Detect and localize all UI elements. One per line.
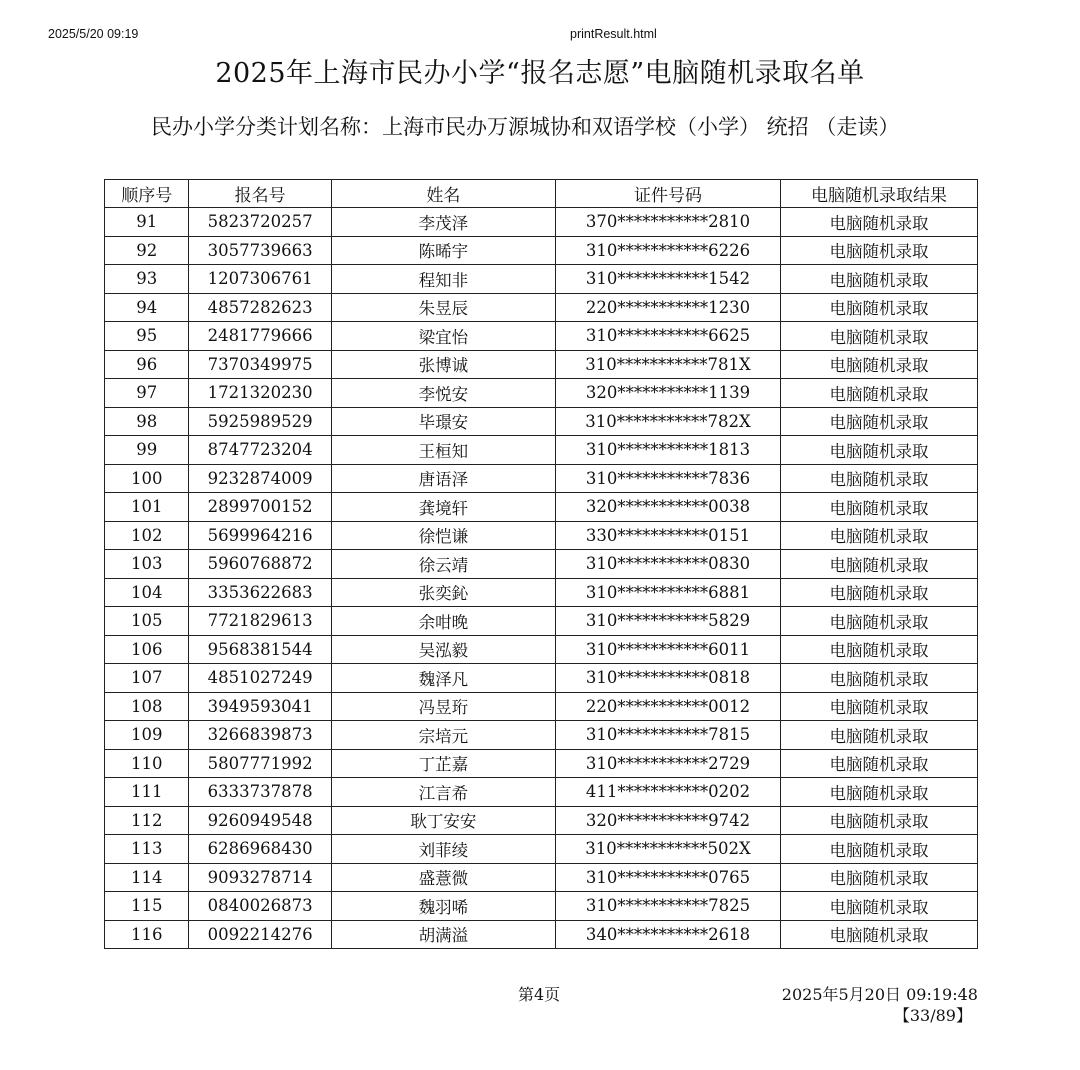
seq-cell: 103 — [105, 550, 189, 579]
table-row — [105, 436, 978, 465]
name-cell: 程知非 — [331, 265, 555, 294]
reg-no-cell: 5960768872 — [189, 550, 331, 579]
reg-no-cell: 0840026873 — [189, 892, 331, 921]
name-cell: 徐云靖 — [331, 550, 555, 579]
name-cell: 李茂泽 — [331, 208, 555, 237]
name-cell: 魏泽凡 — [331, 664, 555, 693]
seq-cell: 111 — [105, 778, 189, 807]
table-row — [105, 863, 978, 892]
seq-cell: 92 — [105, 236, 189, 265]
id-no-cell: 310***********7815 — [556, 721, 781, 750]
seq-cell: 112 — [105, 806, 189, 835]
result-cell: 电脑随机录取 — [781, 407, 978, 436]
name-cell: 李悦安 — [331, 379, 555, 408]
id-no-cell: 330***********0151 — [556, 521, 781, 550]
reg-no-cell: 4857282623 — [189, 293, 331, 322]
reg-no-cell: 5925989529 — [189, 407, 331, 436]
table-row — [105, 692, 978, 721]
name-cell: 胡满溢 — [331, 920, 555, 949]
id-no-cell: 310***********781X — [556, 350, 781, 379]
seq-cell: 114 — [105, 863, 189, 892]
plan-name: 民办小学分类计划名称：上海市民办万源城协和双语学校（小学） 统招 （走读） — [151, 115, 900, 139]
reg-no-cell: 2481779666 — [189, 322, 331, 351]
id-no-cell: 310***********502X — [556, 835, 781, 864]
column-header-id-no: 证件号码 — [556, 180, 781, 208]
name-cell: 宗培元 — [331, 721, 555, 750]
reg-no-cell: 9232874009 — [189, 464, 331, 493]
seq-cell: 95 — [105, 322, 189, 351]
seq-cell: 110 — [105, 749, 189, 778]
table-row — [105, 721, 978, 750]
table-row — [105, 664, 978, 693]
reg-no-cell: 7370349975 — [189, 350, 331, 379]
name-cell: 龚境轩 — [331, 493, 555, 522]
reg-no-cell: 4851027249 — [189, 664, 331, 693]
id-no-cell: 320***********0038 — [556, 493, 781, 522]
column-header-result: 电脑随机录取结果 — [781, 180, 978, 208]
reg-no-cell: 6333737878 — [189, 778, 331, 807]
name-cell: 王桓知 — [331, 436, 555, 465]
name-cell: 陈晞宇 — [331, 236, 555, 265]
seq-cell: 93 — [105, 265, 189, 294]
seq-cell: 102 — [105, 521, 189, 550]
result-cell: 电脑随机录取 — [781, 350, 978, 379]
seq-cell: 113 — [105, 835, 189, 864]
column-header-reg-no: 报名号 — [189, 180, 331, 208]
id-no-cell: 370***********2810 — [556, 208, 781, 237]
table-row — [105, 607, 978, 636]
result-cell: 电脑随机录取 — [781, 892, 978, 921]
name-cell: 张奕鈊 — [331, 578, 555, 607]
name-cell: 朱昱辰 — [331, 293, 555, 322]
result-cell: 电脑随机录取 — [781, 293, 978, 322]
seq-cell: 105 — [105, 607, 189, 636]
id-no-cell: 220***********0012 — [556, 692, 781, 721]
id-no-cell: 310***********782X — [556, 407, 781, 436]
name-cell: 吴泓毅 — [331, 635, 555, 664]
table-row — [105, 835, 978, 864]
id-no-cell: 220***********1230 — [556, 293, 781, 322]
id-no-cell: 310***********0830 — [556, 550, 781, 579]
page-number: 第4页 — [518, 985, 561, 1004]
seq-cell: 116 — [105, 920, 189, 949]
table-row — [105, 806, 978, 835]
reg-no-cell: 9260949548 — [189, 806, 331, 835]
seq-cell: 101 — [105, 493, 189, 522]
page-count: 【33/89】 — [893, 1006, 972, 1025]
table-row — [105, 550, 978, 579]
reg-no-cell: 6286968430 — [189, 835, 331, 864]
id-no-cell: 310***********1813 — [556, 436, 781, 465]
table-row — [105, 208, 978, 237]
result-cell: 电脑随机录取 — [781, 436, 978, 465]
name-cell: 丁芷嘉 — [331, 749, 555, 778]
result-cell: 电脑随机录取 — [781, 322, 978, 351]
seq-cell: 100 — [105, 464, 189, 493]
id-no-cell: 320***********1139 — [556, 379, 781, 408]
seq-cell: 107 — [105, 664, 189, 693]
table-row — [105, 265, 978, 294]
result-cell: 电脑随机录取 — [781, 635, 978, 664]
result-cell: 电脑随机录取 — [781, 493, 978, 522]
table-row — [105, 293, 978, 322]
id-no-cell: 310***********6226 — [556, 236, 781, 265]
result-cell: 电脑随机录取 — [781, 379, 978, 408]
table-row — [105, 920, 978, 949]
seq-cell: 115 — [105, 892, 189, 921]
seq-cell: 104 — [105, 578, 189, 607]
result-cell: 电脑随机录取 — [781, 265, 978, 294]
print-filename: printResult.html — [570, 27, 657, 41]
table-row — [105, 749, 978, 778]
result-cell: 电脑随机录取 — [781, 521, 978, 550]
name-cell: 徐恺谦 — [331, 521, 555, 550]
result-cell: 电脑随机录取 — [781, 721, 978, 750]
result-cell: 电脑随机录取 — [781, 208, 978, 237]
column-header-name: 姓名 — [331, 180, 555, 208]
id-no-cell: 310***********0765 — [556, 863, 781, 892]
name-cell: 耿丁安安 — [331, 806, 555, 835]
seq-cell: 98 — [105, 407, 189, 436]
result-cell: 电脑随机录取 — [781, 664, 978, 693]
reg-no-cell: 3266839873 — [189, 721, 331, 750]
name-cell: 梁宜怡 — [331, 322, 555, 351]
id-no-cell: 320***********9742 — [556, 806, 781, 835]
reg-no-cell: 1721320230 — [189, 379, 331, 408]
admission-table — [104, 179, 978, 949]
table-row — [105, 236, 978, 265]
reg-no-cell: 3949593041 — [189, 692, 331, 721]
reg-no-cell: 9568381544 — [189, 635, 331, 664]
result-cell: 电脑随机录取 — [781, 464, 978, 493]
result-cell: 电脑随机录取 — [781, 607, 978, 636]
id-no-cell: 310***********5829 — [556, 607, 781, 636]
reg-no-cell: 3353622683 — [189, 578, 331, 607]
id-no-cell: 411***********0202 — [556, 778, 781, 807]
id-no-cell: 310***********2729 — [556, 749, 781, 778]
table-row — [105, 464, 978, 493]
id-no-cell: 310***********1542 — [556, 265, 781, 294]
name-cell: 盛薏微 — [331, 863, 555, 892]
table-row — [105, 778, 978, 807]
table-row — [105, 635, 978, 664]
reg-no-cell: 5699964216 — [189, 521, 331, 550]
print-timestamp: 2025年5月20日 09:19:48 — [781, 985, 978, 1004]
id-no-cell: 340***********2618 — [556, 920, 781, 949]
table-body — [105, 208, 978, 949]
table-row — [105, 322, 978, 351]
id-no-cell: 310***********6625 — [556, 322, 781, 351]
document-title: 2025年上海市民办小学“报名志愿”电脑随机录取名单 — [215, 58, 865, 89]
seq-cell: 99 — [105, 436, 189, 465]
result-cell: 电脑随机录取 — [781, 550, 978, 579]
seq-cell: 91 — [105, 208, 189, 237]
reg-no-cell: 1207306761 — [189, 265, 331, 294]
result-cell: 电脑随机录取 — [781, 920, 978, 949]
name-cell: 余咁晚 — [331, 607, 555, 636]
result-cell: 电脑随机录取 — [781, 863, 978, 892]
reg-no-cell: 7721829613 — [189, 607, 331, 636]
result-cell: 电脑随机录取 — [781, 806, 978, 835]
result-cell: 电脑随机录取 — [781, 778, 978, 807]
table-row — [105, 350, 978, 379]
result-cell: 电脑随机录取 — [781, 578, 978, 607]
id-no-cell: 310***********6881 — [556, 578, 781, 607]
table-row — [105, 379, 978, 408]
name-cell: 江言希 — [331, 778, 555, 807]
id-no-cell: 310***********6011 — [556, 635, 781, 664]
table-row — [105, 493, 978, 522]
table-row — [105, 407, 978, 436]
name-cell: 张博诚 — [331, 350, 555, 379]
seq-cell: 106 — [105, 635, 189, 664]
print-datetime: 2025/5/20 09:19 — [48, 27, 139, 41]
id-no-cell: 310***********7836 — [556, 464, 781, 493]
reg-no-cell: 9093278714 — [189, 863, 331, 892]
name-cell: 毕璟安 — [331, 407, 555, 436]
seq-cell: 94 — [105, 293, 189, 322]
table-row — [105, 578, 978, 607]
reg-no-cell: 2899700152 — [189, 493, 331, 522]
reg-no-cell: 8747723204 — [189, 436, 331, 465]
reg-no-cell: 5807771992 — [189, 749, 331, 778]
name-cell: 唐语泽 — [331, 464, 555, 493]
id-no-cell: 310***********7825 — [556, 892, 781, 921]
name-cell: 魏羽唏 — [331, 892, 555, 921]
id-no-cell: 310***********0818 — [556, 664, 781, 693]
name-cell: 刘菲绫 — [331, 835, 555, 864]
reg-no-cell: 5823720257 — [189, 208, 331, 237]
table-header-row — [105, 180, 978, 208]
table-row — [105, 521, 978, 550]
result-cell: 电脑随机录取 — [781, 692, 978, 721]
table-row — [105, 892, 978, 921]
seq-cell: 109 — [105, 721, 189, 750]
reg-no-cell: 3057739663 — [189, 236, 331, 265]
column-header-seq: 顺序号 — [105, 180, 189, 208]
reg-no-cell: 0092214276 — [189, 920, 331, 949]
seq-cell: 97 — [105, 379, 189, 408]
result-cell: 电脑随机录取 — [781, 236, 978, 265]
name-cell: 冯昱珩 — [331, 692, 555, 721]
seq-cell: 96 — [105, 350, 189, 379]
seq-cell: 108 — [105, 692, 189, 721]
result-cell: 电脑随机录取 — [781, 835, 978, 864]
result-cell: 电脑随机录取 — [781, 749, 978, 778]
